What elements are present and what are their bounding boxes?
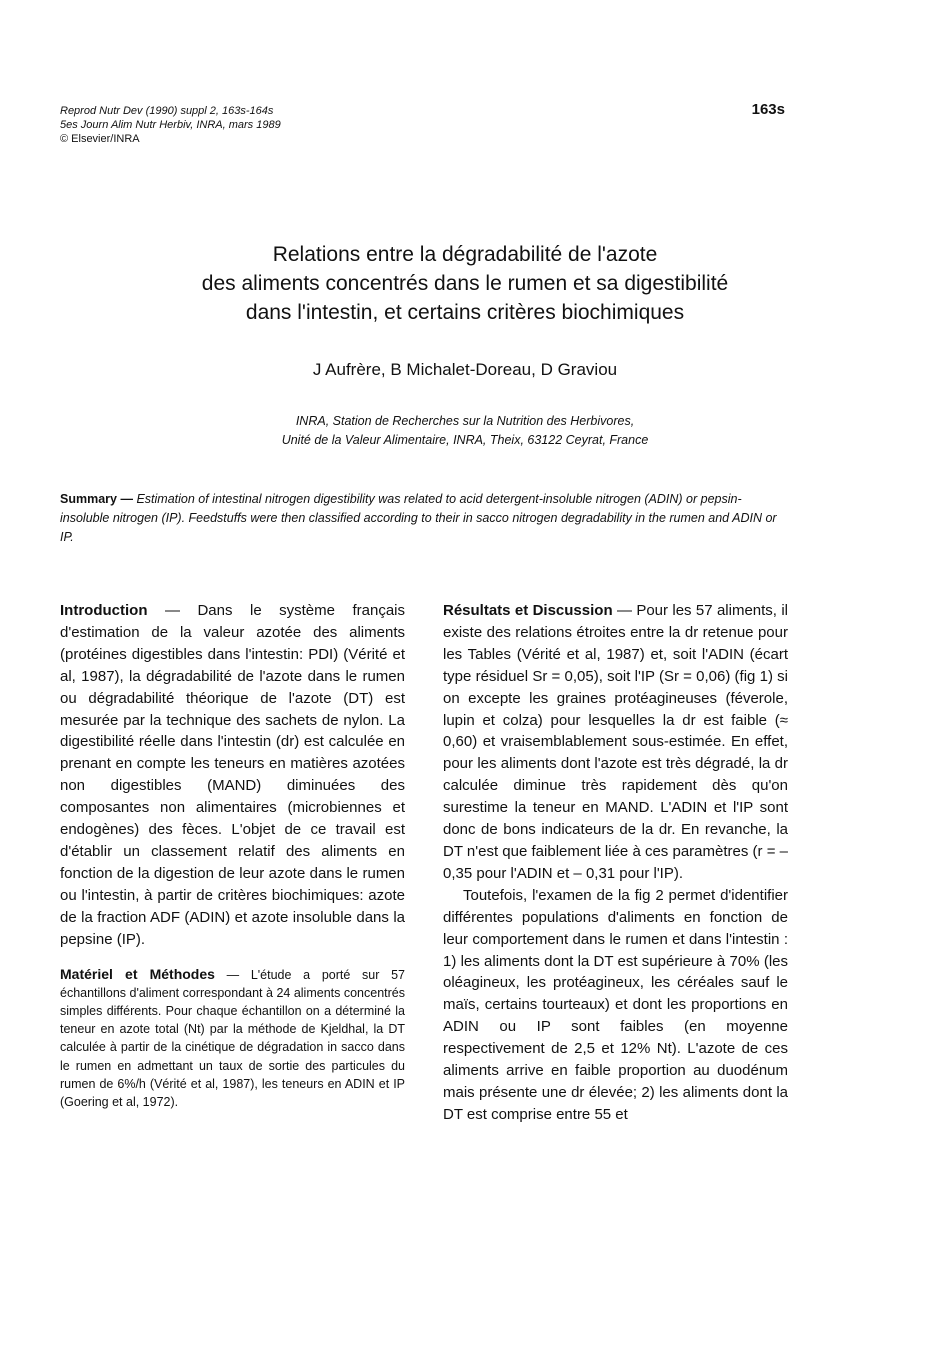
journal-header	[60, 104, 281, 146]
results-section	[443, 600, 788, 885]
title-line-2: des aliments concentrés dans le rumen et sa digestibilité	[201, 272, 729, 295]
summary-text: Estimation of intestinal nitrogen digestibility was related to acid detergent-insoluble nitrogen (ADIN) or pepsin-insoluble nitrogen (IP). Feedstuffs were then classified according to their in sacco nitrogen degradability in the rumen and ADIN or IP.	[60, 492, 777, 544]
results-paragraph-2: Toutefois, l'examen de la fig 2 permet d'identifier différentes populations d'aliments en fonction de leur comportement dans le rumen et dans l'intestin : 1) les aliments dont la DT est supérieure à 70% (les oléagineux, les protéagineux, les céréales sauf le maïs, certains tourteaux) et dont les proportions en ADIN ou IP sont faibles (en moyenne respectivement de 2,5 et 12% Nt). L'azote de ces aliments arrive en faible proportion au duodénum mais présente une dr élevée; 2) les aliments dont la DT est comprise entre 55 et	[443, 886, 788, 1123]
introduction-text: — Dans le système français d'estimation de la valeur azotée des aliments (protéines digestibles dans l'intestin: PDI) (Vérité et al, 1987), la dégradabilité de l'azote dans le rumen ou dégradabilité théorique de l'azote (DT) est mesurée par la technique des sachets de nylon. La digestibilité réelle dans l'intestin (dr) est calculée en prenant en compte les teneurs en matières azotées non digestibles (MAND) diminuées des composantes non alimentaires (microbiennes et endogènes) des fèces. L'objet de ce travail est d'établir un classement relatif des aliments en fonction de la digestion de leur azote dans le rumen ou l'intestin, à partir de critères biochimiques: azote de la fraction ADF (ADIN) et azote insoluble dans la pepsine (IP).	[60, 602, 406, 948]
introduction-section	[60, 600, 405, 951]
left-column	[60, 600, 405, 1111]
methods-section	[60, 965, 405, 1112]
results-paragraph-1: — Pour les 57 aliments, il existe des relations étroites entre la dr retenue pour les Tables (Vérité et al, 1987) et, soit l'ADIN (écart type résiduel Sr = 0,05), soit l'IP (Sr = 0,06) (fig 1) si on excepte les graines protéagineuses (féverole, lupin et colza) pour lesquelles la dr est faible (≈ 0,60) et vraisemblablement sous-estimée. En effet, pour les aliments dont l'azote est très dégradé, la dr calculée diminue très rapidement dès qu'on surestime la teneur en MAND. L'ADIN et l'IP sont donc de bons indicateurs de la dr. En revanche, la DT n'est que faiblement liée à ces paramètres (r = –0,35 pour l'ADIN et – 0,31 pour l'IP).	[443, 602, 788, 882]
page-number: 163s	[751, 101, 785, 118]
affiliation-line-1: INRA, Station de Recherches sur la Nutrition des Herbivores,	[295, 414, 635, 428]
methods-text: — L'étude a porté sur 57 échantillons d'aliment correspondant à 24 aliments concentrés simples différents. Pour chaque échantillon on a déterminé la teneur en azote total (Nt) par la méthode de Kjeldhal, la DT calculée à partir de la cinétique de dégradation in sacco dans le rumen en admettant un taux de sortie des particules du rumen de 6%/h (Vérité et al, 1987), les teneurs en ADIN et IP (Goering et al, 1972).	[60, 967, 405, 1109]
paper-title	[90, 240, 840, 327]
copyright: © Elsevier/INRA	[60, 133, 140, 145]
results-heading: Résultats et Discussion	[443, 602, 613, 619]
title-line-3: dans l'intestin, et certains critères biochimiques	[245, 301, 685, 324]
right-column	[443, 600, 788, 1126]
author-list: J Aufrère, B Michalet-Doreau, D Graviou	[312, 360, 618, 379]
meeting-citation: 5es Journ Alim Nutr Herbiv, INRA, mars 1989	[60, 119, 281, 131]
methods-heading: Matériel et Méthodes	[60, 965, 215, 982]
introduction-heading: Introduction	[60, 602, 148, 619]
summary	[60, 490, 790, 547]
affiliation-line-2: Unité de la Valeur Alimentaire, INRA, Theix, 63122 Ceyrat, France	[281, 433, 649, 447]
affiliation	[90, 412, 840, 450]
title-line-1: Relations entre la dégradabilité de l'azote	[272, 243, 658, 266]
journal-citation: Reprod Nutr Dev (1990) suppl 2, 163s-164s	[60, 105, 274, 117]
summary-heading: Summary —	[60, 492, 133, 506]
